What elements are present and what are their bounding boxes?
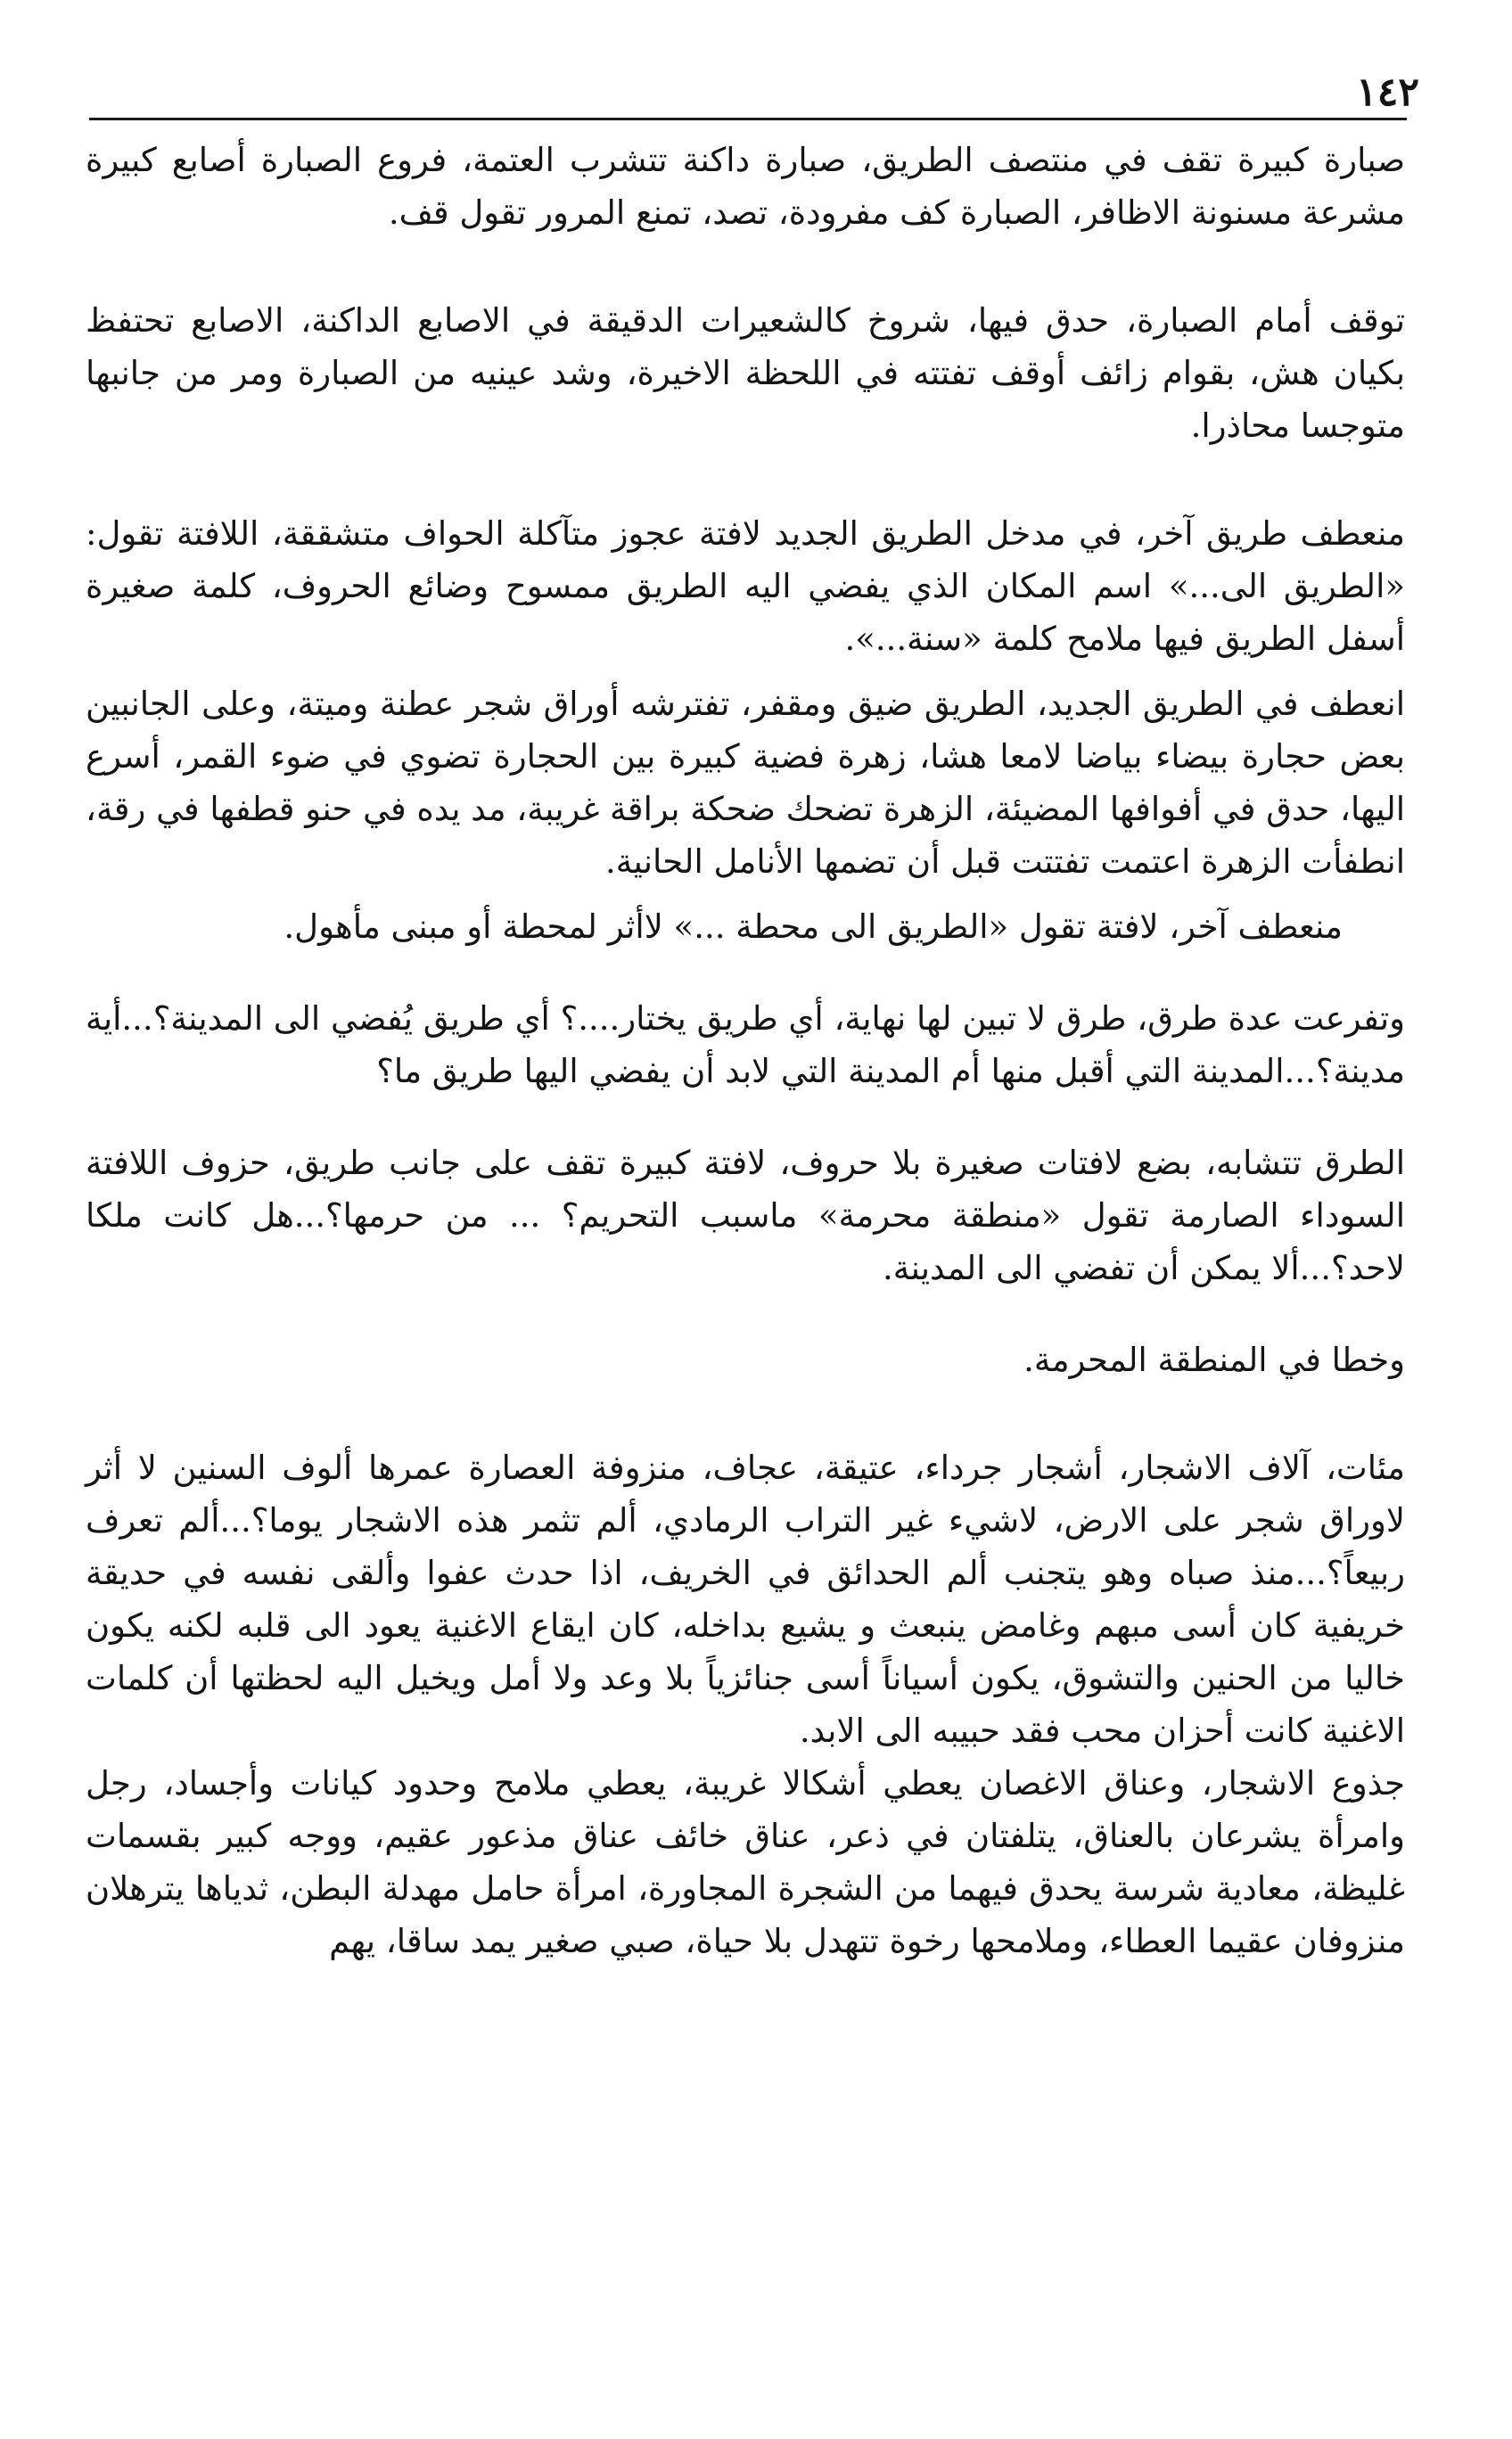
paragraph-cactus: صبارة كبيرة تقف في منتصف الطريق، صبارة داكنة تتشرب العتمة، فروع الصبارة أصابع كبيرة مشرعة مسنونة الاظافر، الصبارة كف مفرودة، تصد، تمنع المرور تقول قف. (86, 141, 1405, 232)
paragraph-stopped-before-cactus: توقف أمام الصبارة، حدق فيها، شروخ كالشعيرات الدقيقة في الاصابع الداكنة، الاصابع تحتفظ بكيان هش، بقوام زائف أوقف تفتته في اللحظة الاخيرة، وشد عينيه من الصبارة ومر من جانبها متوجسا محاذرا. (86, 301, 1405, 445)
paragraph-barren-trees: مئات، آلاف الاشجار، أشجار جرداء، عتيقة، عجاف، منزوفة العصارة عمرها ألوف السنين لا أثر لاوراق شجر على الارض، لاشيء غير التراب الرمادي، ألم تثمر هذه الاشجار يوما؟...ألم تعرف ربيعاً؟...منذ صباه وهو يتجنب ألم الحدائق في الخريف، اذا حدث عفوا وألقى نفسه في حديقة خريفية كان أسى مبهم وغامض ينبعث و يشيع بداخله، كان ايقاع الاغنية يعود الى قلبه لكنه يكون خاليا من الحنين والتشوق، يكون أسياناً أسى جنائزياً بلا وعد ولا أمل ويخيل اليه لحظتها أن كلمات الاغنية كانت أحزان محب فقد حبيبه الى الابد. (86, 1449, 1405, 1750)
paragraph-branching-roads: وتفرعت عدة طرق، طرق لا تبين لها نهاية، أي طريق يختار....؟ أي طريق يُفضي الى المدينة؟...أية مدينة؟...المدينة التي أقبل منها أم المدينة التي لابد أن يفضي اليها طريق ما؟ (86, 999, 1405, 1090)
paragraph-entered-forbidden-zone: وخطا في المنطقة المحرمة. (1023, 1341, 1405, 1379)
header-rule (89, 118, 1407, 120)
page-number: ١٤٢ (1356, 70, 1419, 115)
paragraph-station-sign: منعطف آخر، لافتة تقول «الطريق الى محطة ...» لاأثر لمحطة أو مبنى مأهول. (284, 907, 1343, 946)
paragraph-old-sign: منعطف طريق آخر، في مدخل الطريق الجديد لافتة عجوز متآكلة الحواف متشققة، اللافتة تقول: «الطريق الى...» اسم المكان الذي يفضي اليه الطريق ممسوح وضائع الحروف، كلمة صغيرة أسفل الطريق فيها ملامح كلمة «سنة...». (86, 514, 1405, 658)
paragraph-tree-trunks: جذوع الاشجار، وعناق الاغصان يعطي أشكالا غريبة، يعطي ملامح وحدود كيانات وأجساد، رجل وامرأة يشرعان بالعناق، يتلفتان في ذعر، عناق خائف عناق مذعور عقيم، ووجه كبير بقسمات غليظة، معادية شرسة يحدق فيهما من الشجرة المجاورة، امرأة حامل مهدلة البطن، ثدياها يترهلان منزوفان عقيما العطاء، وملامحها رخوة تتهدل بلا حياة، صبي صغير يمد ساقا، يهم (86, 1764, 1405, 1960)
paragraph-silver-flower: انعطف في الطريق الجديد، الطريق ضيق ومقفر، تفترشه أوراق شجر عطنة وميتة، وعلى الجانبين بعض حجارة بيضاء بياضا لامعا هشا، زهرة فضية كبيرة بين الحجارة تضوي في ضوء القمر، أسرع اليها، حدق في أفوافها المضيئة، الزهرة تضحك ضحكة براقة غريبة، مد يده في حنو قطفها في رقة، انطفأت الزهرة اعتمت تفتتت قبل أن تضمها الأنامل الحانية. (86, 685, 1405, 881)
paragraph-forbidden-sign: الطرق تتشابه، بضع لافتات صغيرة بلا حروف، لافتة كبيرة تقف على جانب طريق، حزوف اللافتة السوداء الصارمة تقول «منطقة محرمة» ماسبب التحريم؟ ... من حرمها؟...هل كانت ملكا لاحد؟...ألا يمكن أن تفضي الى المدينة. (86, 1144, 1405, 1287)
body-text (86, 134, 1405, 1967)
